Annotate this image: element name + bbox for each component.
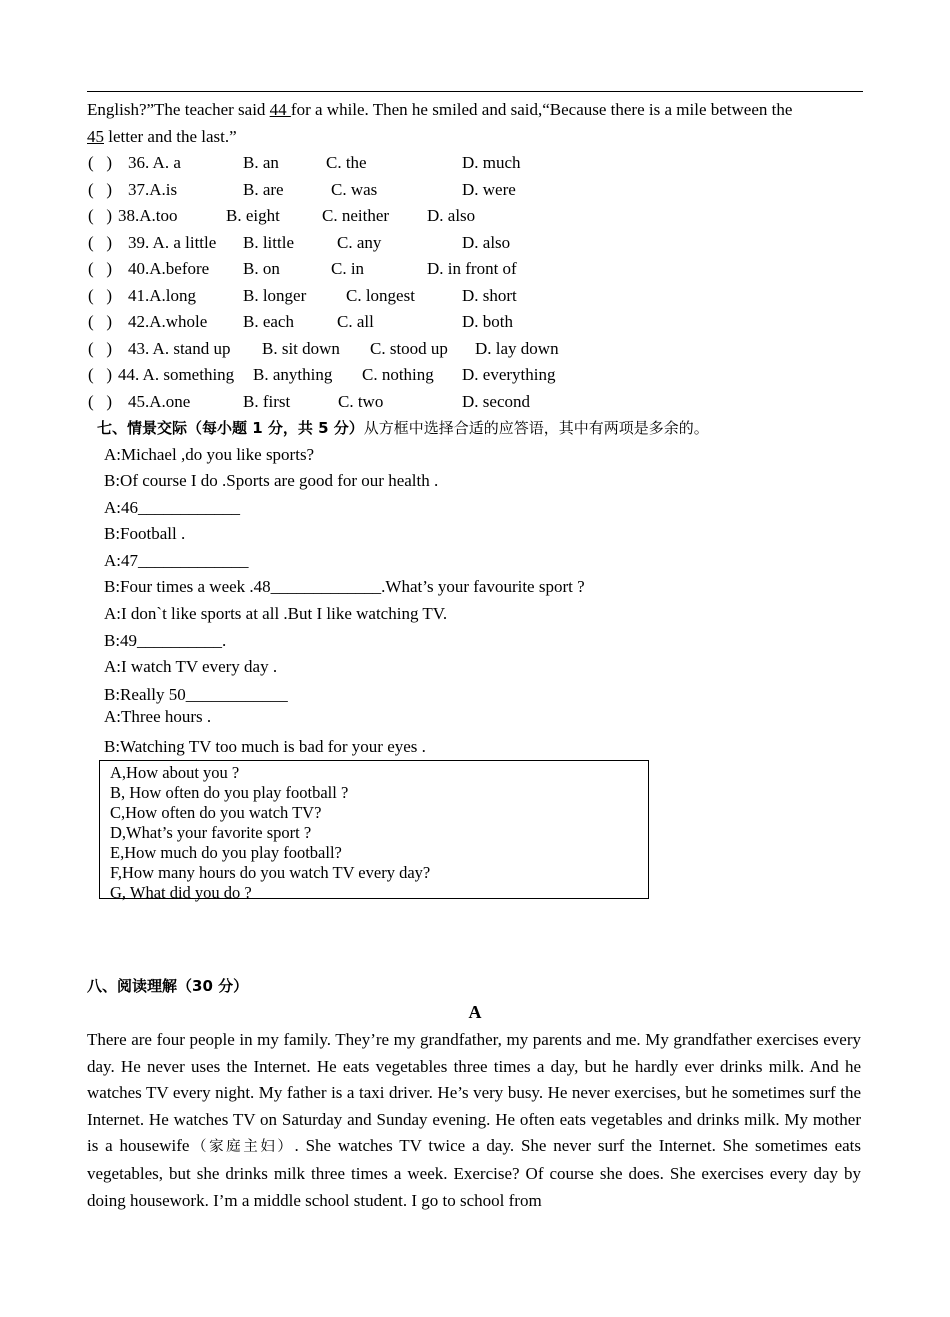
section7-instruction: 从方框中选择合适的应答语，其中有两项是多余的。 <box>363 419 709 437</box>
answer-paren: ( ) <box>88 365 113 384</box>
question-option-a: 44. A. something <box>118 365 235 384</box>
blank-45: 45 <box>87 127 104 146</box>
passage-cn-note: （家庭主妇） <box>189 1139 295 1156</box>
options-box <box>99 760 649 902</box>
dialogue-line: B:Four times a week .48_____________.What’s your favourite sport ? <box>104 577 585 596</box>
dialogue-line: B:Really 50____________ <box>104 685 288 704</box>
dialogue-line: A:I watch TV every day . <box>104 657 278 676</box>
answer-paren: ( ) <box>88 392 113 411</box>
dialogue-line: B:Football . <box>104 524 186 543</box>
question-option-a: 45.A.one <box>128 392 191 411</box>
option-d: D. much <box>462 153 521 172</box>
option-d: D. were <box>462 180 516 199</box>
option-c: C. nothing <box>362 365 434 384</box>
option-b: B. little <box>243 233 294 252</box>
dialogue-line: A:46____________ <box>104 498 240 517</box>
option-d: D. second <box>462 392 530 411</box>
section7-heading <box>97 417 709 439</box>
dialogue-line: B:Watching TV too much is bad for your eyes . <box>104 737 426 756</box>
option-d: D. everything <box>462 365 556 384</box>
answer-paren: ( ) <box>88 339 113 358</box>
option-b: B. anything <box>253 365 333 384</box>
option-d: D. also <box>427 206 476 225</box>
intro-text: English?”The teacher said <box>87 100 270 119</box>
answer-paren: ( ) <box>88 233 113 252</box>
answer-paren: ( ) <box>88 153 113 172</box>
question-option-a: 37.A.is <box>128 180 178 199</box>
intro-line-2 <box>87 126 237 148</box>
section7-title: 七、情景交际（每小题 1 分，共 5 分） <box>97 419 364 437</box>
option-item: B, How often do you play football ? <box>110 783 349 802</box>
option-b: B. an <box>243 153 279 172</box>
option-item: A,How about you ? <box>110 763 240 782</box>
question-option-a: 43. A. stand up <box>128 339 231 358</box>
option-b: B. sit down <box>262 339 340 358</box>
option-d: D. short <box>462 286 517 305</box>
answer-paren: ( ) <box>88 286 113 305</box>
intro-text-end: letter and the last.” <box>104 127 237 146</box>
passage-label: A <box>468 1002 482 1022</box>
option-b: B. longer <box>243 286 307 305</box>
option-d: D. lay down <box>475 339 559 358</box>
option-b: B. eight <box>226 206 280 225</box>
dialogue-line: A:Three hours . <box>104 707 212 726</box>
dialogue-line: B:49__________. <box>104 631 227 650</box>
option-c: C. neither <box>322 206 390 225</box>
option-b: B. on <box>243 259 280 278</box>
section8-title: 八、阅读理解（30 分） <box>87 977 249 995</box>
header-rule <box>87 91 863 92</box>
option-d: D. also <box>462 233 511 252</box>
answer-paren: ( ) <box>88 259 113 278</box>
option-c: C. all <box>337 312 374 331</box>
option-c: C. was <box>331 180 378 199</box>
option-c: C. in <box>331 259 365 278</box>
dialogue-line: A:47_____________ <box>104 551 249 570</box>
option-item: C,How often do you watch TV? <box>110 803 322 822</box>
dialogue-line: A:I don`t like sports at all .But I like watching TV. <box>104 604 448 623</box>
question-option-a: 41.A.long <box>128 286 196 305</box>
option-b: B. are <box>243 180 284 199</box>
option-d: D. in front of <box>427 259 517 278</box>
option-c: C. longest <box>346 286 415 305</box>
blank-44: 44 <box>269 100 291 119</box>
option-item: E,How much do you play football? <box>110 843 342 862</box>
dialogue-line: A:Michael ,do you like sports? <box>104 445 315 464</box>
question-option-a: 36. A. a <box>128 153 181 172</box>
intro-text-cont: for a while. Then he smiled and said,“Because there is a mile between the <box>290 100 793 119</box>
option-c: C. stood up <box>370 339 448 358</box>
option-item: G, What did you do ? <box>110 883 252 902</box>
intro-line-1 <box>87 99 792 121</box>
option-c: C. any <box>337 233 382 252</box>
option-item: F,How many hours do you watch TV every day? <box>110 863 431 882</box>
question-option-a: 40.A.before <box>128 259 210 278</box>
option-c: C. the <box>326 153 367 172</box>
answer-paren: ( ) <box>88 206 113 225</box>
reading-passage <box>87 1027 861 1214</box>
option-item: D,What’s your favorite sport ? <box>110 823 312 842</box>
option-d: D. both <box>462 312 513 331</box>
passage-text-2: . She watches TV twice a day. She never surf the Internet. She sometimes eats vegetables, but she drinks milk three times a week. Exercise? Of course she does. She exercises every day by doing housework. I’m a middle school student. I go to school from <box>87 1136 861 1210</box>
option-b: B. first <box>243 392 291 411</box>
answer-paren: ( ) <box>88 312 113 331</box>
question-option-a: 38.A.too <box>118 206 178 225</box>
question-option-a: 39. A. a little <box>128 233 217 252</box>
option-c: C. two <box>338 392 384 411</box>
answer-paren: ( ) <box>88 180 113 199</box>
option-b: B. each <box>243 312 294 331</box>
passage-text-1: There are four people in my family. They’re my grandfather, my parents and me. My grandfather exercises every day. He never uses the Internet. He eats vegetables three times a day, but he hardly ever drinks milk. And he watches TV every night. My father is a taxi driver. He’s very busy. He never exercises, but he sometimes surf the Internet. He watches TV on Saturday and Sunday evening. He often eats vegetables and drinks milk. My mother is a housewife <box>87 1030 861 1156</box>
question-option-a: 42.A.whole <box>128 312 208 331</box>
dialogue-line: B:Of course I do .Sports are good for our health . <box>104 471 439 490</box>
